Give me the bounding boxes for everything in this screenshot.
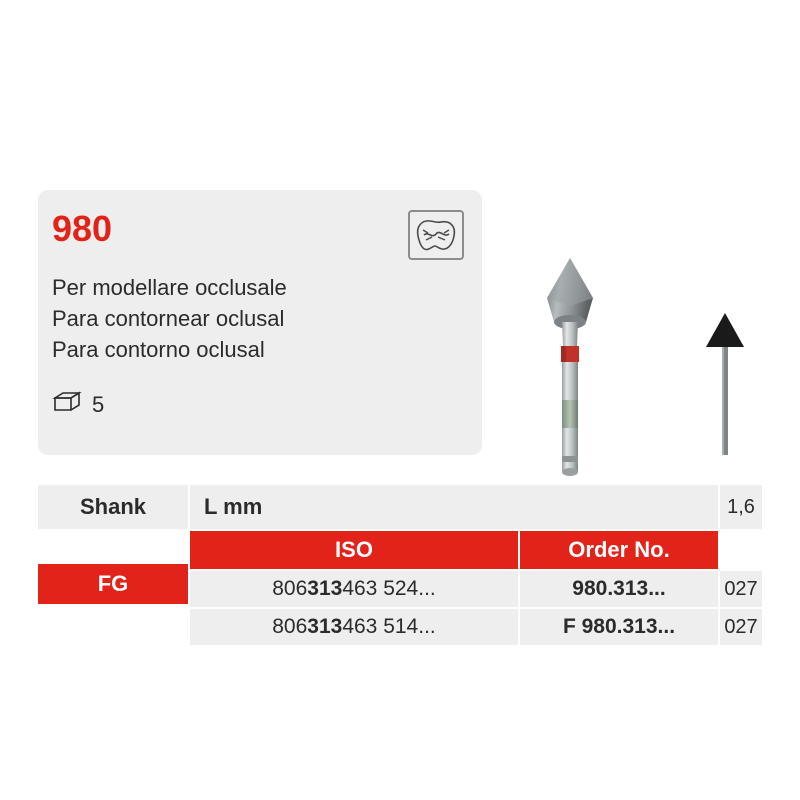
bur-photograph	[520, 250, 620, 480]
order-number-1: 980.313...	[520, 571, 718, 607]
product-description-list	[52, 272, 287, 365]
product-code: 980	[52, 208, 113, 249]
table-header-shank: Shank	[38, 485, 188, 529]
description-line-it: Per modellare occlusale	[52, 275, 287, 300]
package-quantity-value: 5	[92, 391, 105, 417]
table-header-iso: ISO	[190, 531, 518, 569]
iso-code-suffix: 463 514...	[342, 615, 436, 638]
table-header-length: L mm	[190, 485, 718, 529]
table-row	[190, 571, 518, 607]
indication-icon-box	[408, 210, 464, 260]
occlusal-tooth-icon	[410, 212, 462, 258]
table-header-order-no: Order No.	[520, 531, 718, 569]
iso-code-bold: 313	[307, 615, 343, 638]
bur-line-drawing	[690, 305, 760, 465]
shank-type-fg: FG	[38, 564, 188, 604]
description-line-pt: Para contorno oclusal	[52, 337, 265, 362]
size-value-2: 027	[720, 609, 762, 645]
table-row	[190, 609, 518, 645]
iso-code-prefix: 806	[272, 577, 308, 600]
size-value-1: 027	[720, 571, 762, 607]
product-ordering-table	[38, 485, 762, 645]
order-number-2: F 980.313...	[520, 609, 718, 645]
iso-code-prefix: 806	[272, 615, 308, 638]
description-line-es: Para contornear oclusal	[52, 306, 285, 331]
box-icon	[52, 390, 82, 419]
product-info-card	[38, 190, 482, 455]
package-quantity	[52, 390, 104, 419]
table-header-size-top: 1,6	[720, 485, 762, 529]
iso-code-suffix: 463 524...	[342, 577, 436, 600]
iso-code-bold: 313	[307, 577, 343, 600]
